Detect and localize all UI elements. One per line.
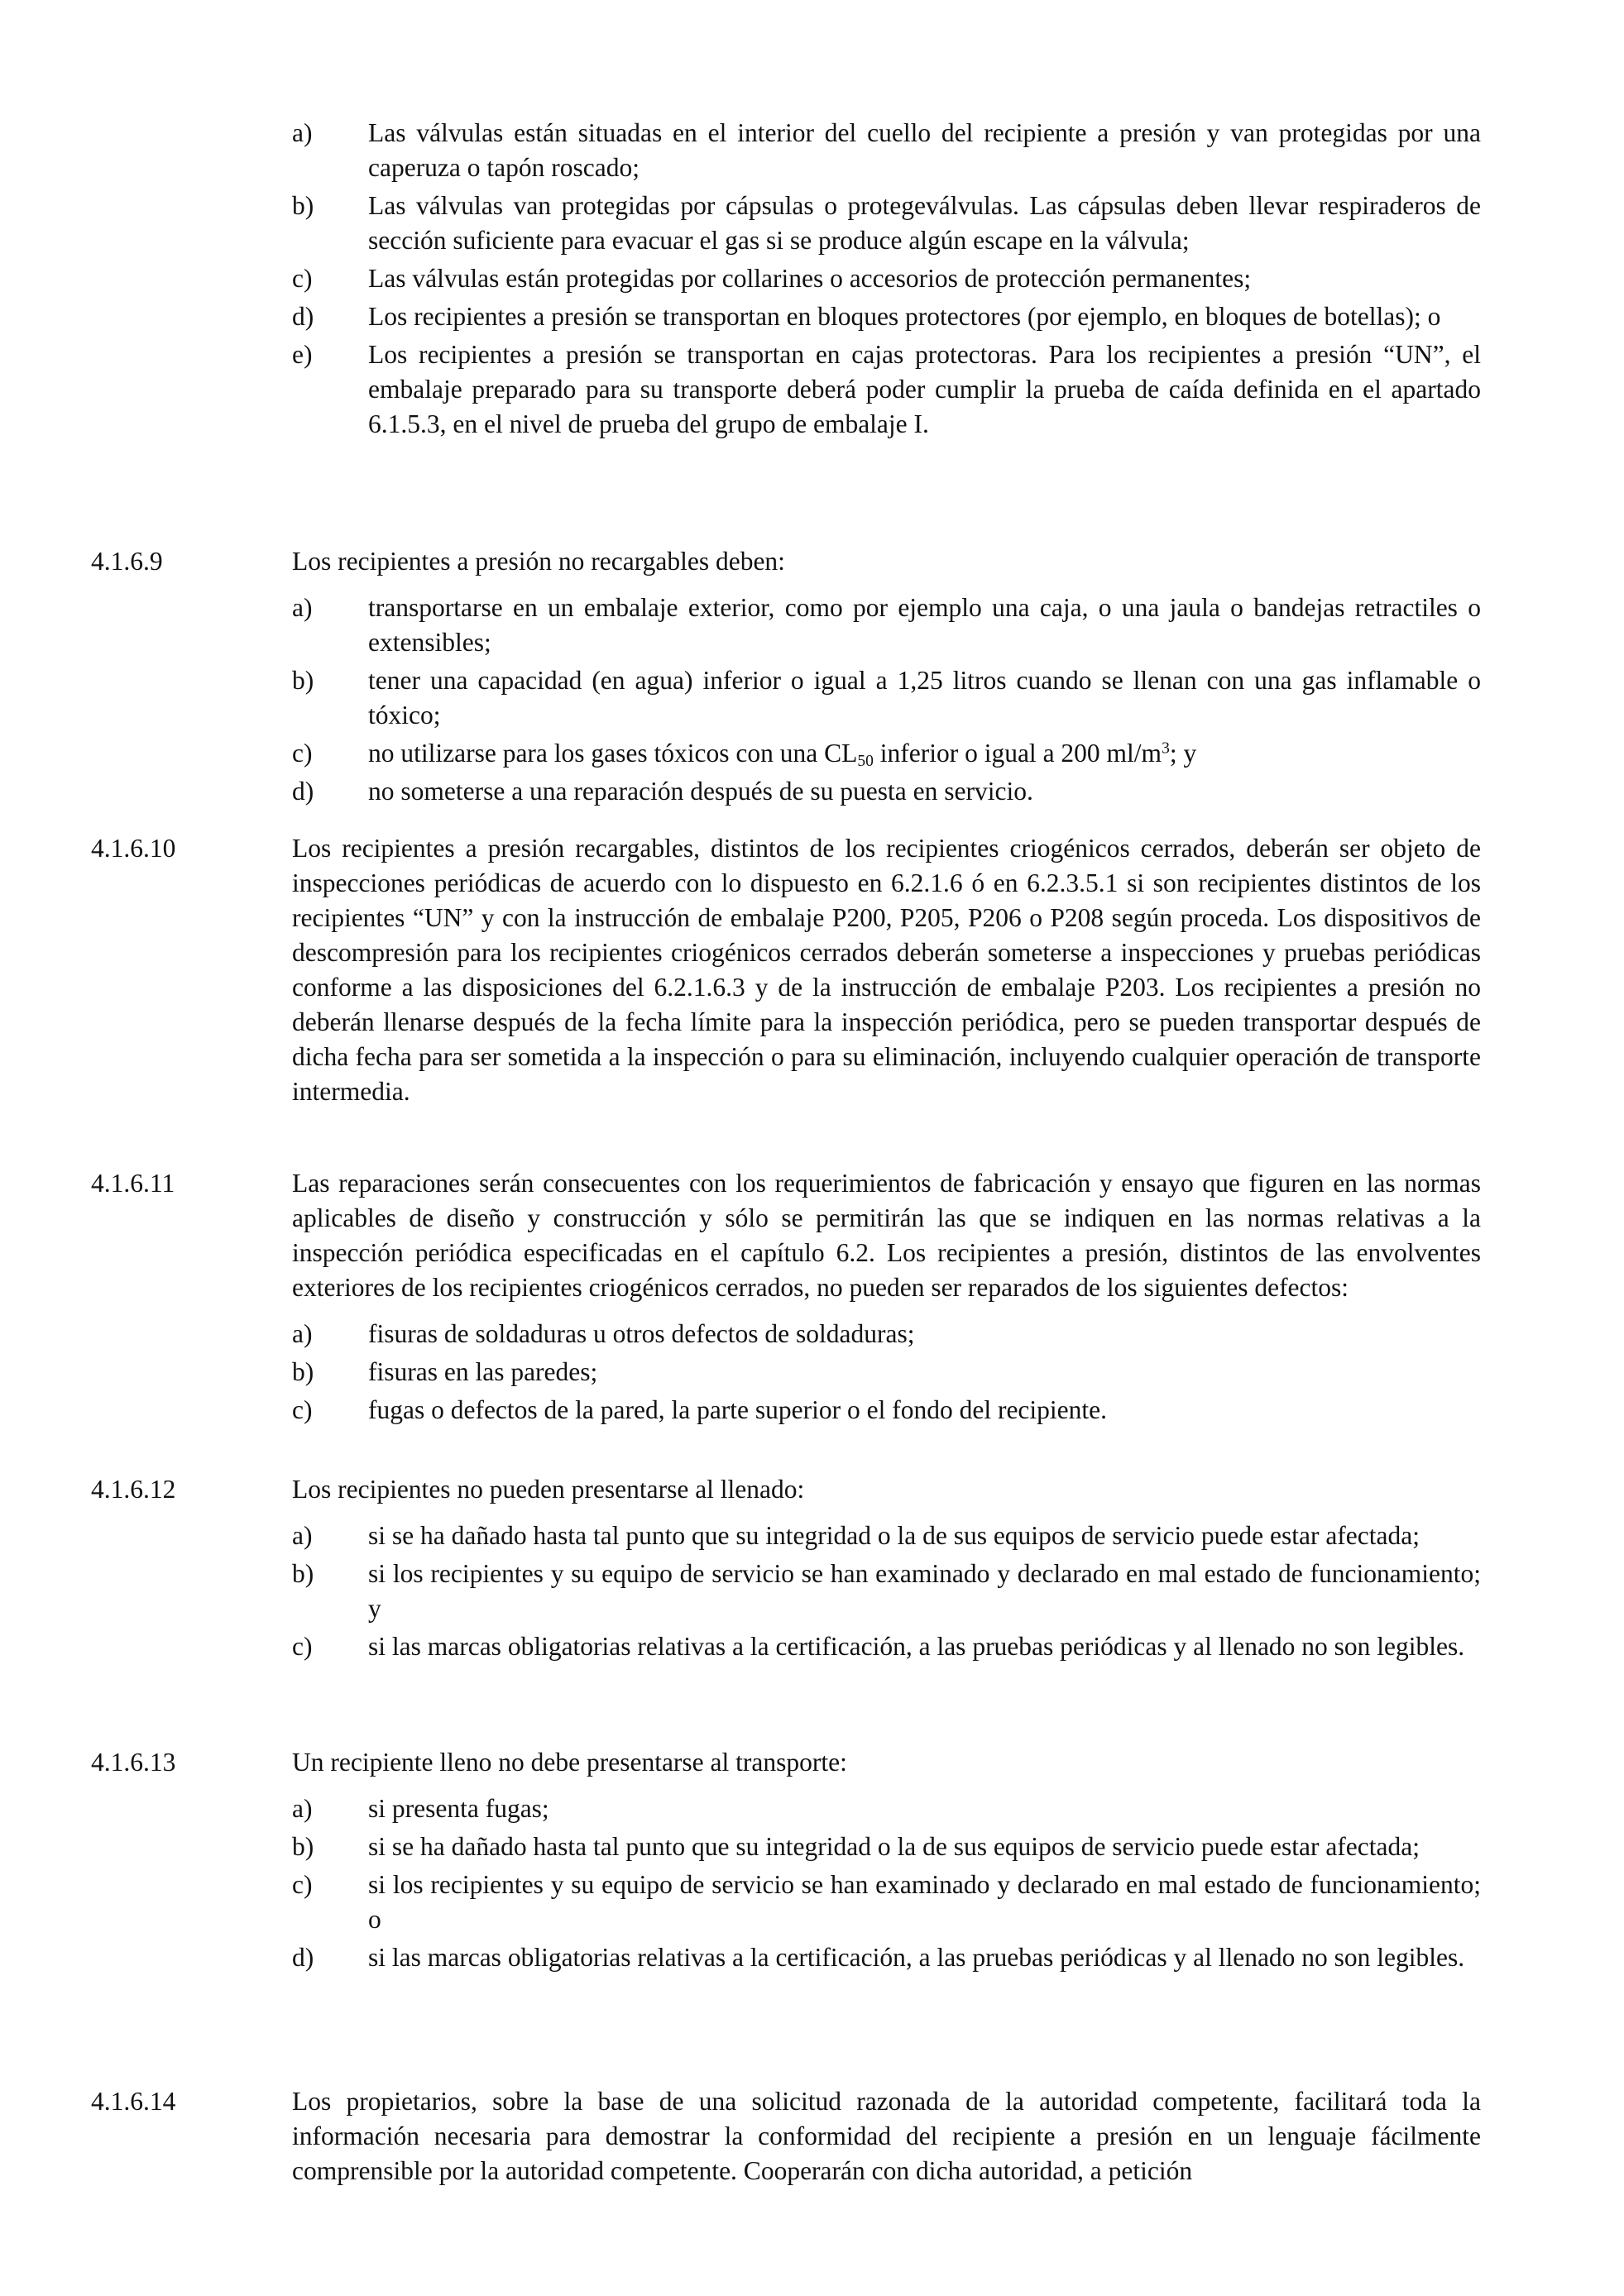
list-item: c) si las marcas obligatorias relativas a la certificación, a las pruebas periódicas y al llenado no son legibles. <box>292 1632 1465 1661</box>
section-number: 4.1.6.9 <box>91 547 163 576</box>
list-item: a) si se ha dañado hasta tal punto que su integridad o la de sus equipos de servicio puede estar afectada; <box>292 1521 1420 1550</box>
list-item: c) no utilizarse para los gases tóxicos con una $CL_{50}$ inferior o igual a 200 $ml/m^3$; y <box>292 739 1197 770</box>
section-number: 4.1.6.12 <box>91 1475 176 1504</box>
list-item: b) tener una capacidad (en agua) inferior o igual a 1,25 litros cuando se llenan con una gas inflamable o tóxico; <box>292 666 1481 729</box>
section-4-1-6-12 <box>91 1472 1481 1667</box>
section-text: Los propietarios, sobre la base de una solicitud razonada de la autoridad competente, facilitará toda la información necesaria para demostrar la conformidad del recipiente a presión en un lenguaje fácilmente comprensible por la autoridad competente. Cooperarán con dicha autoridad, a petición <box>292 2087 1481 2185</box>
section-text: Los recipientes no pueden presentarse al llenado: <box>292 1475 805 1504</box>
list-item: a) si presenta fugas; <box>292 1794 549 1823</box>
section-number: 4.1.6.14 <box>91 2087 176 2116</box>
list-item: b) fisuras en las paredes; <box>292 1357 598 1386</box>
continuation-list <box>91 116 1481 445</box>
list-item: a) Las válvulas están situadas en el interior del cuello del recipiente a presión y van protegidas por una caperuza o tapón roscado; <box>292 118 1481 182</box>
list-item: c) fugas o defectos de la pared, la parte superior o el fondo del recipiente. <box>292 1395 1107 1424</box>
list-item: a) transportarse en un embalaje exterior, como por ejemplo una caja, o una jaula o bandejas retractiles o extensibles; <box>292 593 1481 657</box>
section-number: 4.1.6.11 <box>91 1169 175 1198</box>
list-item: b) si los recipientes y su equipo de servicio se han examinado y declarado en mal estado de funcionamiento; y <box>292 1559 1481 1623</box>
list-item: d) no someterse a una reparación después de su puesta en servicio. <box>292 777 1033 806</box>
superscript: 3 <box>1162 739 1170 758</box>
list-item: a) fisuras de soldaduras u otros defectos de soldaduras; <box>292 1319 915 1348</box>
list-item: c) si los recipientes y su equipo de servicio se han examinado y declarado en mal estado de funcionamiento; o <box>292 1870 1481 1934</box>
list-item: e) Los recipientes a presión se transportan en cajas protectoras. Para los recipientes a presión “UN”, el embalaje preparado para su transporte deberá poder cumplir la prueba de caída definida en el apartado 6.1.5.3, en el nivel de prueba del grupo de embalaje I. <box>292 340 1481 438</box>
list-item: b) si se ha dañado hasta tal punto que su integridad o la de sus equipos de servicio puede estar afectada; <box>292 1832 1420 1861</box>
section-4-1-6-11 <box>91 1166 1481 1431</box>
section-text: Un recipiente lleno no debe presentarse al transporte: <box>292 1748 847 1777</box>
list-item: c) Las válvulas están protegidas por collarines o accesorios de protección permanentes; <box>292 264 1252 293</box>
section-number: 4.1.6.10 <box>91 834 176 863</box>
section-number: 4.1.6.13 <box>91 1748 176 1777</box>
list-item: b) Las válvulas van protegidas por cápsulas o protegeválvulas. Las cápsulas deben llevar respiraderos de sección suficiente para evacuar el gas si se produce algún escape en la válvula; <box>292 191 1481 255</box>
subscript: 50 <box>857 752 874 770</box>
section-4-1-6-10 <box>91 831 1481 1109</box>
list-item: d) Los recipientes a presión se transportan en bloques protectores (por ejemplo, en bloques de botellas); o <box>292 302 1441 331</box>
list-item: d) si las marcas obligatorias relativas a la certificación, a las pruebas periódicas y al llenado no son legibles. <box>292 1943 1465 1972</box>
section-text: Los recipientes a presión recargables, distintos de los recipientes criogénicos cerrados, deberán ser objeto de inspecciones periódicas de acuerdo con lo dispuesto en 6.2.1.6 ó en 6.2.3.5.1 si son recipientes distintos de los recipientes “UN” y con la instrucción de embalaje P200, P205, P206 o P208 según proceda. Los dispositivos de descompresión para los recipientes criogénicos cerrados deberán someterse a inspecciones y pruebas periódicas conforme a las disposiciones del 6.2.1.6.3 y de la instrucción de embalaje P203. Los recipientes a presión no deberán llenarse después de la fecha límite para la inspección periódica, pero se pueden transportar después de dicha fecha para ser sometida a la inspección o para su eliminación, incluyendo cualquier operación de transporte intermedia. <box>292 834 1481 1106</box>
section-text: Los recipientes a presión no recargables deben: <box>292 547 785 576</box>
section-4-1-6-9 <box>91 544 1481 812</box>
section-4-1-6-14 <box>91 2084 1481 2188</box>
section-4-1-6-13 <box>91 1745 1481 1978</box>
section-text: Las reparaciones serán consecuentes con los requerimientos de fabricación y ensayo que figuren en las normas aplicables de diseño y construcción y sólo se permitirán las que se indiquen en las normas relativas a la inspección periódica especificadas en el capítulo 6.2. Los recipientes a presión, distintos de las envolventes exteriores de los recipientes criogénicos cerrados, no pueden ser reparados de los siguientes defectos: <box>292 1169 1481 1302</box>
